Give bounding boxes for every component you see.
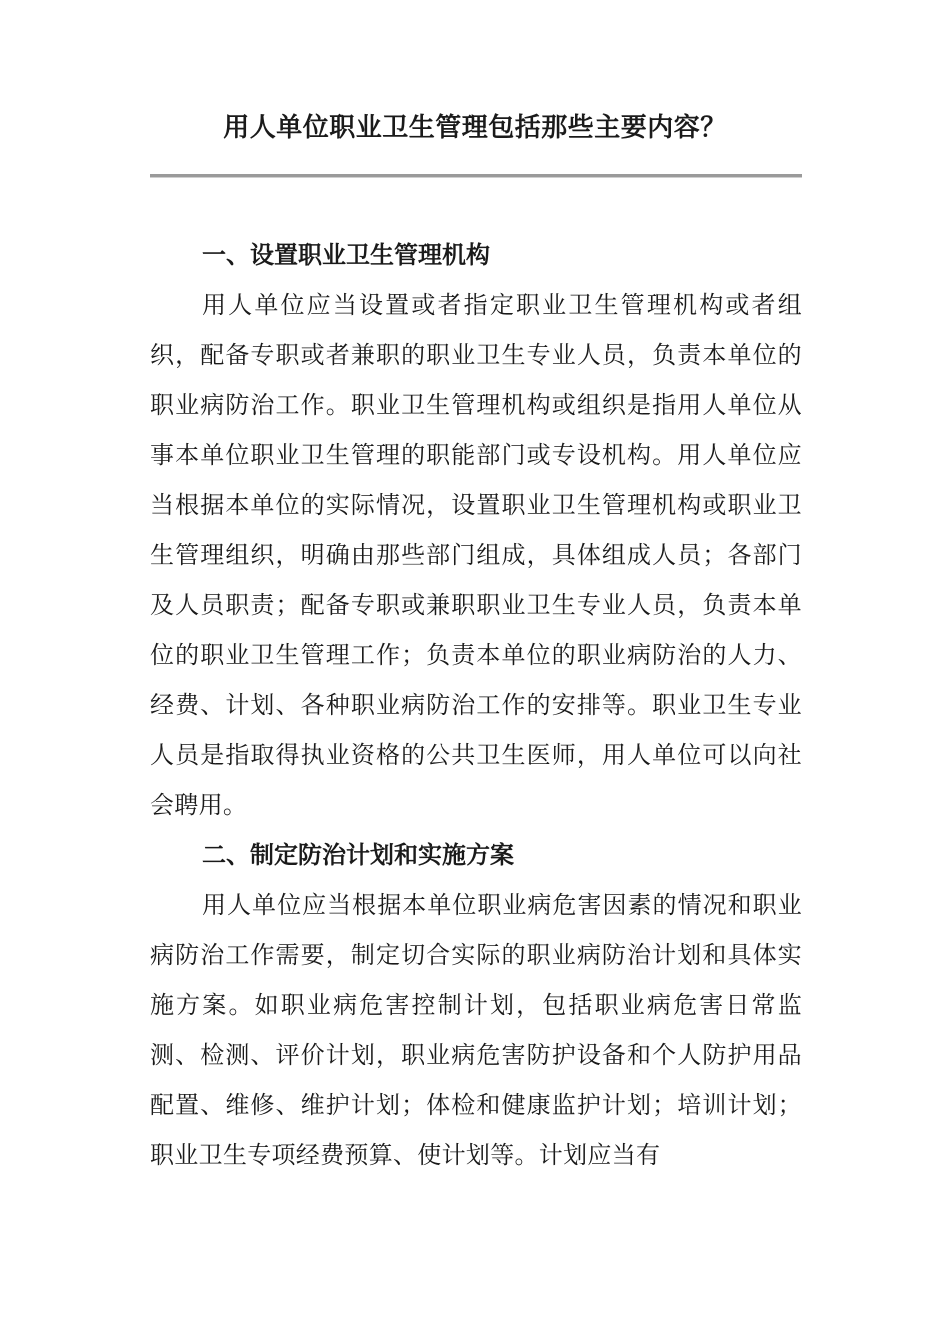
section-heading-2: 二、制定防治计划和实施方案 [202, 841, 514, 869]
title-divider [150, 174, 802, 178]
document-title: 用人单位职业卫生管理包括那些主要内容？ [223, 113, 727, 143]
document-body [150, 230, 802, 1180]
section-paragraph-1: 用人单位应当设置或者指定职业卫生管理机构或者组织，配备专职或者兼职的职业卫生专业人员，负责本单位的职业病防治工作。职业卫生管理机构或组织是指用人单位从事本单位职业卫生管理的职能部门或专设机构。用人单位应当根据本单位的实际情况，设置职业卫生管理机构或职业卫生管理组织，明确由那些部门组成，具体组成人员；各部门及人员职责；配备专职或兼职职业卫生专业人员，负责本单位的职业卫生管理工作；负责本单位的职业病防治的人力、经费、计划、各种职业病防治工作的安排等。职业卫生专业人员是指取得执业资格的公共卫生医师，用人单位可以向社会聘用。 [150, 291, 802, 819]
section-heading-1: 一、设置职业卫生管理机构 [202, 241, 490, 269]
section-paragraph-2: 用人单位应当根据本单位职业病危害因素的情况和职业病防治工作需要，制定切合实际的职业病防治计划和具体实施方案。如职业病危害控制计划，包括职业病危害日常监测、检测、评价计划，职业病危害防护设备和个人防护用品配置、维修、维护计划；体检和健康监护计划；培训计划；职业卫生专项经费预算、使计划等。计划应当有 [150, 891, 802, 1169]
